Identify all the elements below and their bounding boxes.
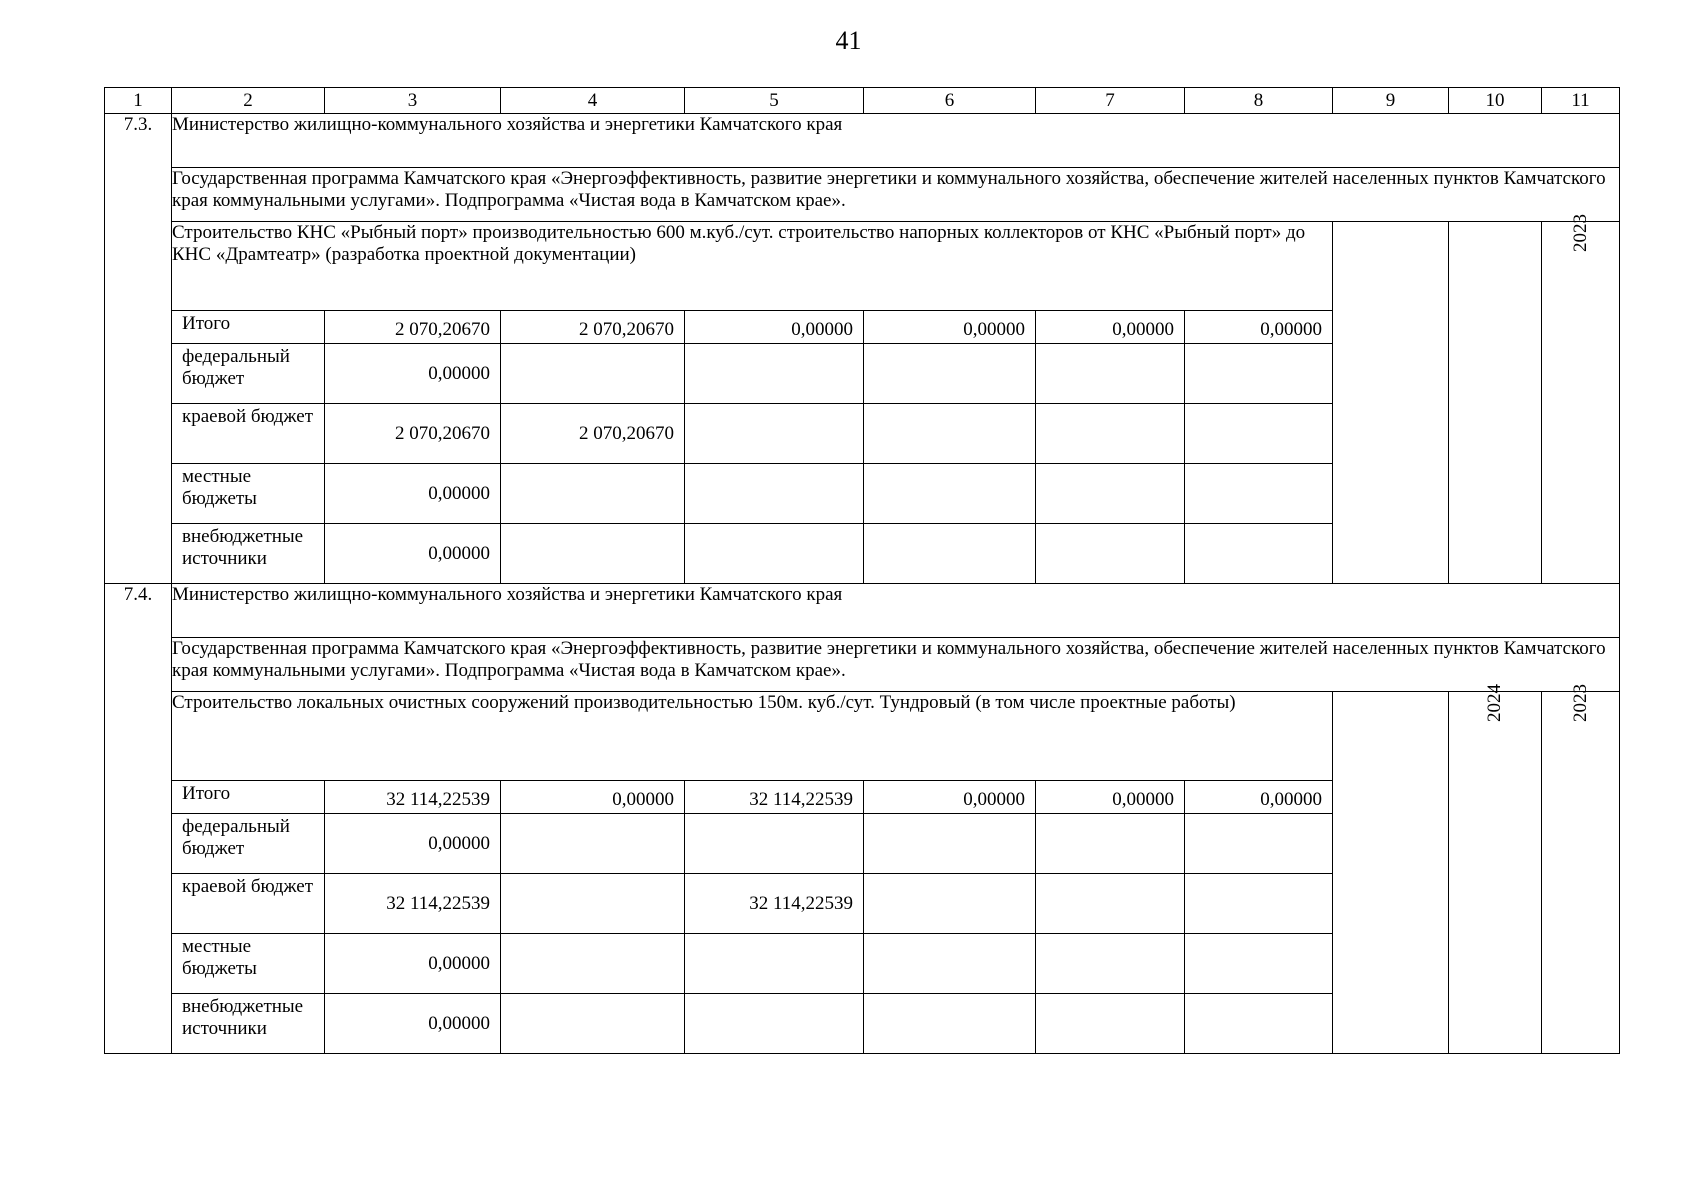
row-label: краевой бюджет [172, 874, 325, 934]
header-cell: 8 [1185, 88, 1333, 114]
amount-cell [501, 464, 685, 524]
amount-cell [1185, 994, 1333, 1054]
row-label: краевой бюджет [172, 404, 325, 464]
amount-cell: 0,00000 [1036, 311, 1185, 344]
amount-cell [864, 814, 1036, 874]
amount-cell: 0,00000 [501, 781, 685, 814]
amount-cell [1185, 464, 1333, 524]
amount-cell: 0,00000 [325, 464, 501, 524]
row-label: федеральный бюджет [172, 814, 325, 874]
header-cell: 5 [685, 88, 864, 114]
amount-cell [1185, 524, 1333, 584]
year-label: 2024 [1484, 684, 1505, 722]
amount-cell [1185, 404, 1333, 464]
amount-cell [864, 874, 1036, 934]
header-row [105, 88, 1620, 114]
header-cell: 11 [1542, 88, 1620, 114]
ministry-name: Министерство жилищно-коммунального хозяйства и энергетики Камчатского края [172, 114, 1620, 168]
year-label: 2023 [1569, 684, 1591, 722]
amount-cell: 2 070,20670 [501, 311, 685, 344]
header-cell: 1 [105, 88, 172, 114]
amount-cell [501, 994, 685, 1054]
col9-cell [1333, 222, 1449, 584]
amount-cell [1036, 994, 1185, 1054]
amount-cell [501, 934, 685, 994]
amount-cell [1036, 524, 1185, 584]
amount-cell: 32 114,22539 [685, 874, 864, 934]
amount-cell [864, 344, 1036, 404]
amount-cell: 2 070,20670 [325, 311, 501, 344]
col11-cell [1542, 214, 1620, 584]
amount-cell [685, 524, 864, 584]
amount-cell [501, 344, 685, 404]
amount-cell [864, 464, 1036, 524]
amount-cell: 0,00000 [864, 781, 1036, 814]
object-row [105, 222, 1620, 311]
header-cell: 3 [325, 88, 501, 114]
amount-cell: 0,00000 [325, 814, 501, 874]
amount-cell: 0,00000 [1036, 781, 1185, 814]
amount-cell [864, 994, 1036, 1054]
amount-cell: 0,00000 [325, 524, 501, 584]
amount-cell [1185, 344, 1333, 404]
object-row [105, 692, 1620, 781]
budget-table [104, 87, 1620, 1054]
amount-cell [864, 404, 1036, 464]
program-row [105, 638, 1620, 692]
object-name: Строительство локальных очистных сооружений производительностью 150м. куб./сут. Тундровый (в том числе проектные работы) [172, 692, 1333, 781]
header-cell: 6 [864, 88, 1036, 114]
header-cell: 4 [501, 88, 685, 114]
row-label: местные бюджеты [172, 464, 325, 524]
amount-cell: 0,00000 [1185, 781, 1333, 814]
section-number: 7.3. [105, 114, 172, 584]
amount-cell: 0,00000 [1185, 311, 1333, 344]
amount-cell [1036, 464, 1185, 524]
header-cell: 9 [1333, 88, 1449, 114]
amount-cell: 0,00000 [685, 311, 864, 344]
row-label: внебюджетные источники [172, 994, 325, 1054]
amount-cell [1036, 344, 1185, 404]
ministry-name: Министерство жилищно-коммунального хозяйства и энергетики Камчатского края [172, 584, 1620, 638]
program-name: Государственная программа Камчатского края «Энергоэффективность, развитие энергетики и коммунального хозяйства, обеспечение жителей населенных пунктов Камчатского края коммунальными услугами». Подпрограмма «Чистая вода в Камчатском крае». [172, 638, 1620, 692]
row-label: федеральный бюджет [172, 344, 325, 404]
header-cell: 2 [172, 88, 325, 114]
amount-cell [685, 814, 864, 874]
amount-cell [501, 524, 685, 584]
amount-cell [685, 934, 864, 994]
amount-cell [685, 404, 864, 464]
amount-cell [1185, 874, 1333, 934]
amount-cell: 32 114,22539 [325, 874, 501, 934]
col10-cell [1449, 222, 1542, 584]
row-label: местные бюджеты [172, 934, 325, 994]
amount-cell [1036, 874, 1185, 934]
row-label: Итого [172, 781, 325, 814]
program-name: Государственная программа Камчатского края «Энергоэффективность, развитие энергетики и коммунального хозяйства, обеспечение жителей населенных пунктов Камчатского края коммунальными услугами». Подпрограмма «Чистая вода в Камчатском крае». [172, 168, 1620, 222]
amount-cell: 32 114,22539 [325, 781, 501, 814]
amount-cell: 0,00000 [864, 311, 1036, 344]
ministry-row [105, 584, 1620, 638]
amount-cell: 2 070,20670 [501, 404, 685, 464]
header-cell: 10 [1449, 88, 1542, 114]
object-name: Строительство КНС «Рыбный порт» производительностью 600 м.куб./сут. строительство напорных коллекторов от КНС «Рыбный порт» до КНС «Драмтеатр» (разработка проектной документации) [172, 222, 1333, 311]
col9-cell [1333, 692, 1449, 1054]
ministry-row [105, 114, 1620, 168]
amount-cell: 0,00000 [325, 934, 501, 994]
col11-cell [1542, 684, 1620, 1054]
amount-cell [1185, 934, 1333, 994]
amount-cell [501, 814, 685, 874]
amount-cell: 2 070,20670 [325, 404, 501, 464]
amount-cell [864, 524, 1036, 584]
amount-cell: 0,00000 [325, 994, 501, 1054]
row-label: внебюджетные источники [172, 524, 325, 584]
amount-cell [685, 344, 864, 404]
col10-cell [1449, 684, 1542, 1054]
page-number: 41 [835, 26, 862, 55]
amount-cell [685, 994, 864, 1054]
amount-cell [1036, 814, 1185, 874]
amount-cell [1036, 934, 1185, 994]
amount-cell [1185, 814, 1333, 874]
header-cell: 7 [1036, 88, 1185, 114]
amount-cell [864, 934, 1036, 994]
amount-cell: 32 114,22539 [685, 781, 864, 814]
amount-cell [501, 874, 685, 934]
amount-cell [685, 464, 864, 524]
amount-cell: 0,00000 [325, 344, 501, 404]
program-row [105, 168, 1620, 222]
amount-cell [1036, 404, 1185, 464]
row-label: Итого [172, 311, 325, 344]
section-number: 7.4. [105, 584, 172, 1054]
year-label: 2023 [1569, 214, 1591, 252]
